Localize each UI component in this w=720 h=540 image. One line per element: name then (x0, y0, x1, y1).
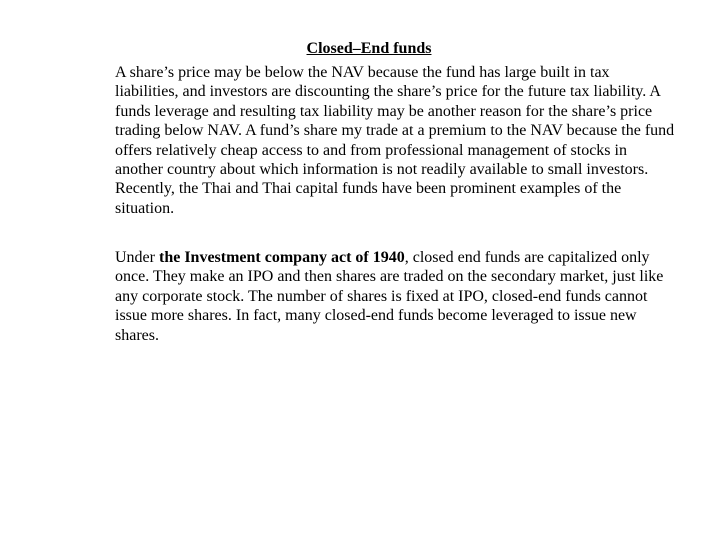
paragraph2-prefix: Under (115, 249, 159, 266)
investment-company-act-reference: the Investment company act of 1940 (158, 249, 405, 266)
paragraph-investment-company-act (115, 248, 677, 345)
slide-title: Closed–End funds (306, 40, 432, 57)
paragraph2-suffix: , closed end funds are capitalized only once. They make an IPO and then shares are traded on the secondary market, just like any corporate stock. The number of shares is fixed at IPO, closed-end funds cannot issue more shares. In fact, many closed-end funds become leveraged to issue new shares. (115, 249, 664, 344)
paragraph-nav-discount: A share’s price may be below the NAV because the fund has large built in tax liabilities, and investors are discounting the share’s price for the future tax liability. A funds leverage and resulting tax liability may be another reason for the share’s price trading below NAV. A fund’s share my trade at a premium to the NAV because the fund offers relatively cheap access to and from professional management of stocks in another country about which information is not readily available to small investors. Recently, the Thai and Thai capital funds have been prominent examples of the situation. (115, 64, 675, 217)
